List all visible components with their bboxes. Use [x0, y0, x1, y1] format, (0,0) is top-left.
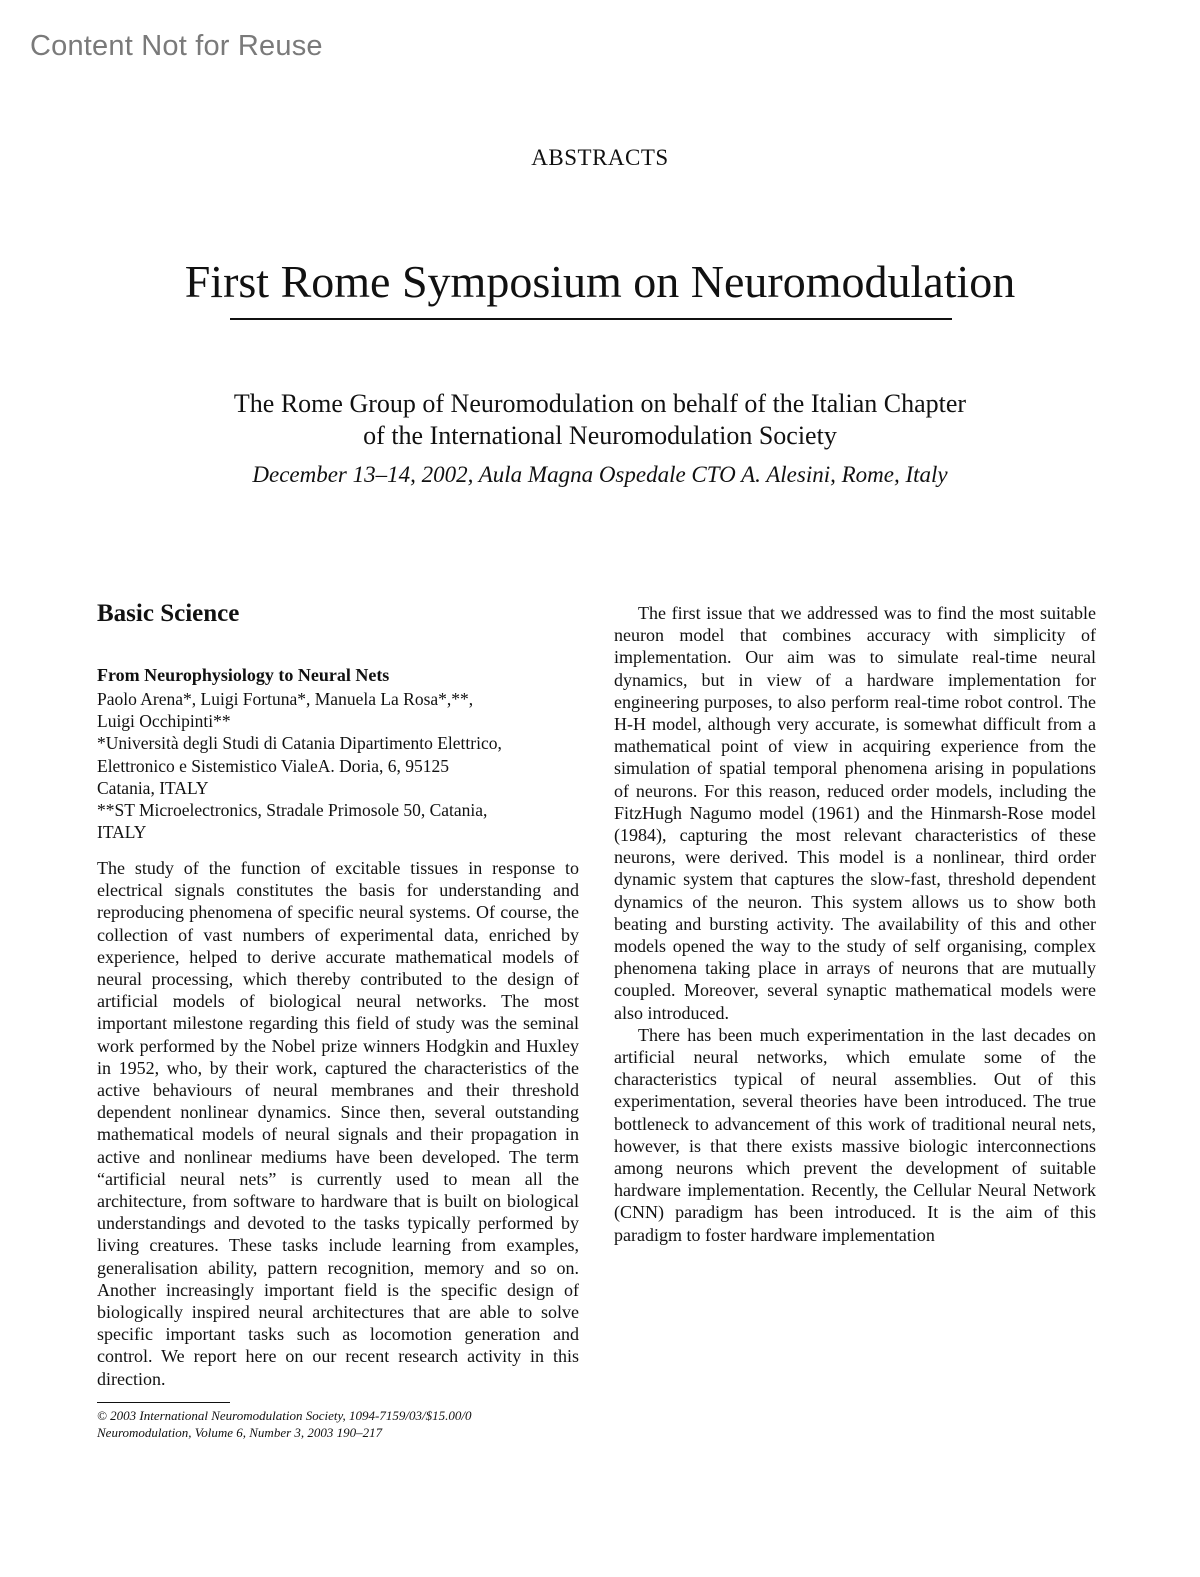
article-title: From Neurophysiology to Neural Nets	[97, 665, 390, 685]
title-divider	[230, 318, 952, 320]
body-paragraph-1: The study of the function of excitable tissues in response to electrical signals constitutes the basis for understanding and reproducing phenomena of specific neural systems. Of course, the collection of vast numbers of experimental data, enriched by experience, helped to derive accurate mathematical models of neural processing, which thereby contributed to the design of artificial models of biological neural networks. The most important milestone regarding this field of study was the seminal work performed by the Nobel prize winners Hodgkin and Huxley in 1952, who, by their work, captured the characteristics of the active behaviours of neural membranes and their threshold dependent nonlinear dynamics. Since then, several outstanding mathematical models of neural signals and their propagation in active and nonlinear mediums have been developed. The term “artificial neural nets” is currently used to mean all the architecture, from software to hardware that is built on biological understandings and devoted to the tasks typically performed by living creatures. These tasks include learning from examples, generalisation ability, pattern recognition, memory and so on. Another increasingly important field is the specific design of biologically inspired neural architectures that are able to solve specific important tasks such as locomotion generation and control. We report here on our recent research activity in this direction.	[97, 858, 579, 1389]
affiliation-1-line-3: Catania, ITALY	[97, 777, 209, 798]
subtitle-line-1: The Rome Group of Neuromodulation on behalf of the Italian Chapter	[233, 389, 967, 418]
affiliation-1-line-2: Elettronico e Sistemistico VialeA. Doria, 6, 95125	[97, 755, 449, 776]
authors-line-1: Paolo Arena*, Luigi Fortuna*, Manuela La Rosa*,**,	[97, 689, 474, 709]
section-label: ABSTRACTS	[531, 145, 669, 170]
subtitle-line-2: of the International Neuromodulation Society	[363, 421, 837, 450]
footnote-line-1: © 2003 International Neuromodulation Society, 1094-7159/03/$15.00/0	[97, 1408, 472, 1423]
author-block	[97, 688, 587, 843]
left-column-body	[97, 857, 579, 1390]
copyright-footnote	[97, 1407, 597, 1441]
watermark-text: Content Not for Reuse	[30, 30, 323, 62]
affiliation-2-line-1: **ST Microelectronics, Stradale Primosole 50, Catania,	[97, 800, 488, 821]
footnote-divider	[97, 1402, 230, 1403]
right-column-body	[614, 602, 1096, 1246]
body-paragraph-3: There has been much experimentation in the last decades on artificial neural networks, which emulate some of the characteristics typical of neural assemblies. Out of this experimentation, several theories have been introduced. The true bottleneck to advancement of this work of traditional neural nets, however, is that there exists massive biologic interconnections among neurons which prevent the development of suitable hardware implementation. Recently, the Cellular Neural Network (CNN) paradigm has been introduced. It is the aim of this paradigm to foster hardware implementation	[614, 1024, 1096, 1245]
affiliation-2-line-2: ITALY	[97, 822, 147, 843]
section-heading: Basic Science	[97, 600, 240, 627]
footnote-line-2: Neuromodulation, Volume 6, Number 3, 2003 190–217	[97, 1425, 383, 1440]
affiliation-1-line-1: *Università degli Studi di Catania Dipartimento Elettrico,	[97, 733, 502, 754]
authors-line-2: Luigi Occhipinti**	[97, 711, 231, 732]
body-paragraph-2: The first issue that we addressed was to find the most suitable neuron model that combines accuracy with simplicity of implementation. Our aim was to simulate real-time neural dynamics, but in view of a hardware implementation for engineering purposes, to also perform real-time robot control. The H-H model, although very accurate, is somewhat difficult from a mathematical point of view in acquiring experience from the simulation of spatial temporal phenomena arising in populations of neurons. For this reason, reduced order models, including the FitzHugh Nagumo model (1961) and the Hinmarsh-Rose model (1984), capturing the most relevant characteristics of these neurons, were derived. This model is a nonlinear, third order dynamic system that captures the slow-fast, threshold dependent dynamics of the neuron. This system allows us to show both beating and bursting activity. The availability of this and other models opened the way to the study of self organising, complex phenomena taking place in arrays of neurons that are mutually coupled. Moreover, several synaptic mathematical models were also introduced.	[614, 603, 1096, 1023]
meeting-info: December 13–14, 2002, Aula Magna Ospedale CTO A. Alesini, Rome, Italy	[252, 462, 948, 487]
organizer-subtitle	[0, 388, 1200, 452]
page-title: First Rome Symposium on Neuromodulation	[184, 256, 1016, 307]
